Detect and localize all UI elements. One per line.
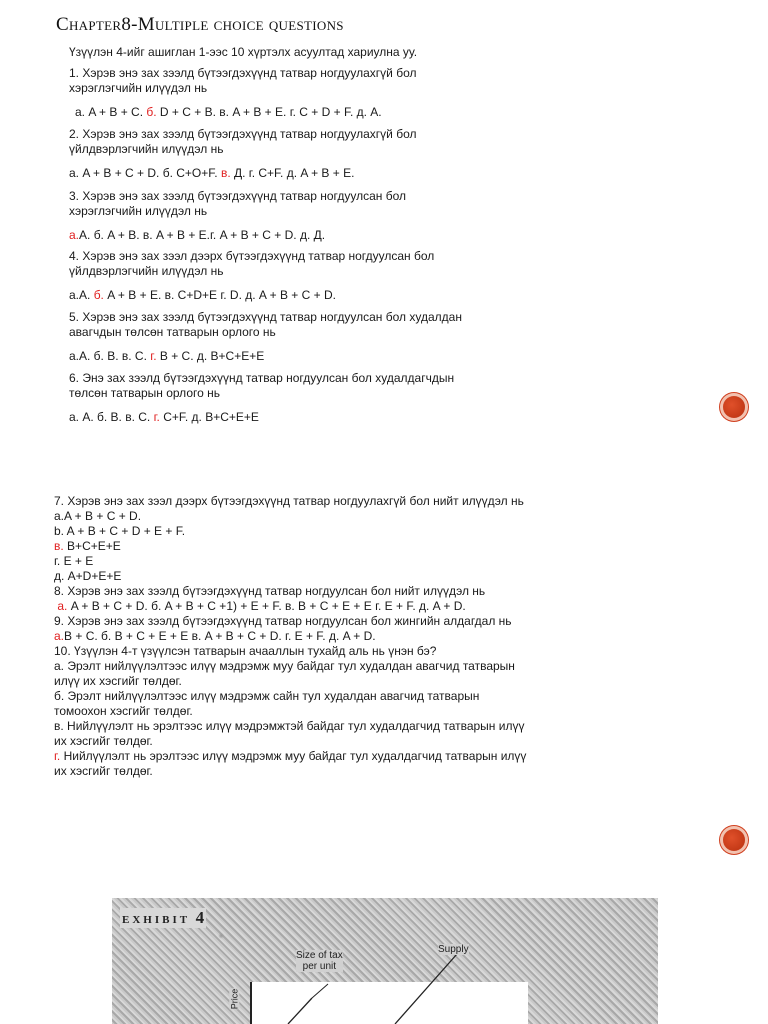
q10-text: 10. Үзүүлэн 4-т үзүүлсэн татварын ачааллын тухайд аль нь үнэн бэ? [54,644,437,658]
q7-b: b. A + B + C + D + E + F. [54,524,186,538]
answer-options [69,105,629,120]
question-text-cont: авагчдын төлсөн татварын орлого нь [69,325,276,339]
answer-mark: а. [57,599,68,613]
q7-text: 7. Хэрэв энэ зах зээл дээрх бүтээгдэхүүнд татвар ногдуулахгүй бол нийт илүүдэл нь [54,494,524,508]
answer-text: B + C. б. B + C + E + E в. A + B + C + D. г. E + F. д. A + D. [64,629,376,643]
q10-c-1: в. Нийлүүлэлт нь эрэлтээс илүү мэдрэмжтэй байдаг тул худалдагчид татварын илүү [54,719,525,733]
answer-text: A + B + C + D. б. A + B + C +1) + E + F. в. B + C + E + E г. E + F. д. A + D. [67,599,466,613]
answer-options [69,228,629,243]
question-2 [69,127,629,181]
answer-text: A + B + E. в. C+D+E г. D. д. A + B + C + D. [103,288,336,302]
answer-text: A. б. A + B. в. A + B + E.г. A + B + C + D. д. Д. [79,228,326,242]
question-text: 1. Хэрэв энэ зах зээлд бүтээгдэхүүнд татвар ногдуулахгүй бол [69,66,417,80]
answer-text: C+F. д. B+C+E+E [159,410,259,424]
questions-top [69,45,629,424]
q9-text: 9. Хэрэв энэ зах зээлд бүтээгдэхүүнд татвар ногдуулсан бол жингийн алдагдал нь [54,614,512,628]
answer-mark: г. [150,349,157,363]
questions-lower [54,494,654,779]
size-of-tax-label [296,950,343,972]
q10-b-2: томоохон хэсгийг төлдөг. [54,704,193,718]
question-text: 6. Энэ зах зээлд бүтээгдэхүүнд татвар ногдуулсан бол худалдагчдын [69,371,455,385]
question-text: 3. Хэрэв энэ зах зээлд бүтээгдэхүүнд татвар ногдуулсан бол [69,189,407,203]
q9-answers [54,629,654,644]
question-text: 2. Хэрэв энэ зах зээлд бүтээгдэхүүнд татвар ногдуулахгүй бол [69,127,417,141]
bullet-dot-icon [723,396,745,418]
exhibit-figure [112,898,658,1024]
answer-mark: а. [54,629,65,643]
question-5 [69,310,629,364]
intro-text: Үзүүлэн 4-ийг ашиглан 1-ээс 10 хүртэлх асуултад хариулна уу. [69,45,418,59]
question-text-cont: үйлдвэрлэгчийн илүүдэл нь [69,142,224,156]
answer-mark: а. [69,228,80,242]
q8-answers [54,599,654,614]
q7-c [54,539,654,554]
bullet-dot-icon [723,829,745,851]
q10-a-1: а. Эрэлт нийлүүлэлтээс илүү мэдрэмж муу байдаг тул худалдан авагчид татварын [54,659,515,673]
q7-d: г. E + E [54,554,94,568]
question-text-cont: төлсөн татварын орлого нь [69,386,220,400]
q7-e: д. A+D+E+E [54,569,122,583]
answer-mark: в. [220,166,231,180]
question-3 [69,189,629,243]
answer-mark: б. [93,288,104,302]
question-6 [69,371,629,425]
answer-options [69,410,629,425]
q10-b-1: б. Эрэлт нийлүүлэлтээс илүү мэдрэмж сайн тул худалдан авагчид татварын [54,689,480,703]
demand-line [288,998,312,1024]
answer-text: Нийлүүлэлт нь эрэлтээс илүү мэдрэмж муу байдаг тул худалдагчид татварын илүү [60,749,527,763]
q8-text: 8. Хэрэв энэ зах зээлд бүтээгдэхүүнд татвар ногдуулсан бол нийт илүүдэл нь [54,584,486,598]
price-axis-label: Price [229,988,240,1010]
q10-a-2: илүү их хэсгийг төлдөг. [54,674,182,688]
q7-a: а.A + B + C + D. [54,509,142,523]
answer-text: D + C + B. в. A + B + E. г. C + D + F. д. A. [156,105,382,119]
answer-mark: б. [146,105,157,119]
answer-text: а. A + B + C + D. б. C+O+F. [69,166,221,180]
answer-options [69,166,629,181]
question-text: 4. Хэрэв энэ зах зээл дээрх бүтээгдэхүүнд татвар ногдуулсан бол [69,249,435,263]
question-4 [69,249,629,303]
q10-c-2: их хэсгийг төлдөг. [54,734,153,748]
tax-pointer [312,984,328,998]
question-text-cont: үйлдвэрлэгчийн илүүдэл нь [69,264,224,278]
answer-text: а.A. [69,288,94,302]
answer-mark: в. [54,539,64,553]
size-of-tax-line2: per unit [302,961,337,972]
answer-text: B+C+E+E [63,539,121,553]
question-1 [69,66,629,120]
q10-d-1 [54,749,654,764]
question-text: 5. Хэрэв энэ зах зээлд бүтээгдэхүүнд татвар ногдуулсан бол худалдан [69,310,462,324]
exhibit-label-text: EXHIBIT [122,914,190,926]
supply-label: Supply [438,944,469,955]
exhibit-number: 4 [195,908,205,927]
slide-title: Chapter8-Multiple choice questions [56,14,344,35]
answer-mark: г. [153,410,160,424]
question-text-cont: хэрэглэгчийн илүүдэл нь [69,81,208,95]
question-text-cont: хэрэглэгчийн илүүдэл нь [69,204,208,218]
size-of-tax-line1: Size of tax [296,950,343,961]
answer-text: а. A + B + C. [75,105,147,119]
answer-options [69,288,629,303]
answer-text: а. A. б. B. в. C. [69,410,154,424]
exhibit-curves [112,898,658,1024]
answer-text: а.A. б. B. в. C. [69,349,151,363]
supply-line [395,954,457,1024]
answer-options [69,349,629,364]
answer-mark: г. [54,749,61,763]
answer-text: Д. г. C+F. д. A + B + E. [230,166,355,180]
q10-d-2: их хэсгийг төлдөг. [54,764,153,778]
answer-text: B + C. д. B+C+E+E [156,349,265,363]
